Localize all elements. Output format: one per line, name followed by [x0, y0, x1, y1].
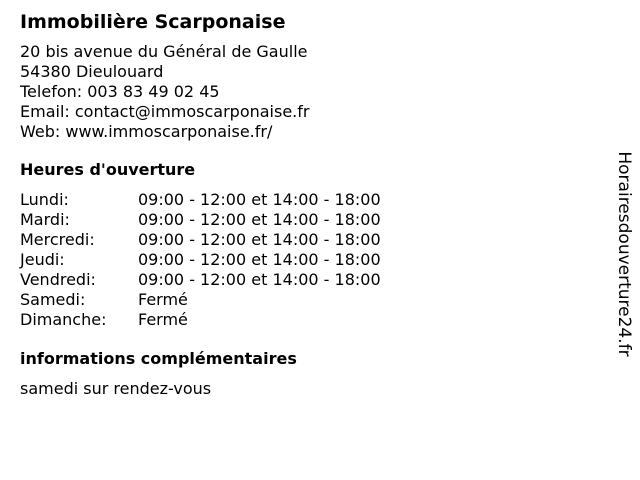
email-line: Email: contact@immoscarponaise.fr	[20, 102, 310, 121]
hours-row-wednesday	[20, 230, 600, 250]
day-hours: Fermé	[138, 290, 188, 309]
hours-row-thursday	[20, 250, 600, 270]
day-hours: 09:00 - 12:00 et 14:00 - 18:00	[138, 250, 381, 269]
hours-heading: Heures d'ouverture	[20, 160, 196, 179]
web-line: Web: www.immoscarponaise.fr/	[20, 122, 273, 141]
address-street: 20 bis avenue du Général de Gaulle	[20, 42, 308, 61]
info-heading: informations complémentaires	[20, 349, 297, 368]
info-text: samedi sur rendez-vous	[20, 379, 212, 398]
hours-table	[20, 190, 600, 330]
day-label: Mardi:	[20, 210, 70, 229]
phone-line: Telefon: 003 83 49 02 45	[20, 82, 220, 101]
site-watermark: Horairesdouverture24.fr	[614, 151, 634, 357]
business-card	[20, 10, 600, 399]
day-label: Jeudi:	[20, 250, 65, 269]
address-city: 54380 Dieulouard	[20, 62, 164, 81]
hours-row-saturday	[20, 290, 600, 310]
hours-row-monday	[20, 190, 600, 210]
hours-row-tuesday	[20, 210, 600, 230]
day-hours: 09:00 - 12:00 et 14:00 - 18:00	[138, 210, 381, 229]
day-hours: 09:00 - 12:00 et 14:00 - 18:00	[138, 190, 381, 209]
day-hours: 09:00 - 12:00 et 14:00 - 18:00	[138, 270, 381, 289]
business-name: Immobilière Scarponaise	[20, 11, 286, 33]
day-hours: 09:00 - 12:00 et 14:00 - 18:00	[138, 230, 381, 249]
hours-row-friday	[20, 270, 600, 290]
day-hours: Fermé	[138, 310, 188, 329]
day-label: Samedi:	[20, 290, 86, 309]
day-label: Mercredi:	[20, 230, 95, 249]
day-label: Lundi:	[20, 190, 69, 209]
hours-row-sunday	[20, 310, 600, 330]
contact-block	[20, 42, 600, 142]
day-label: Dimanche:	[20, 310, 107, 329]
day-label: Vendredi:	[20, 270, 96, 289]
